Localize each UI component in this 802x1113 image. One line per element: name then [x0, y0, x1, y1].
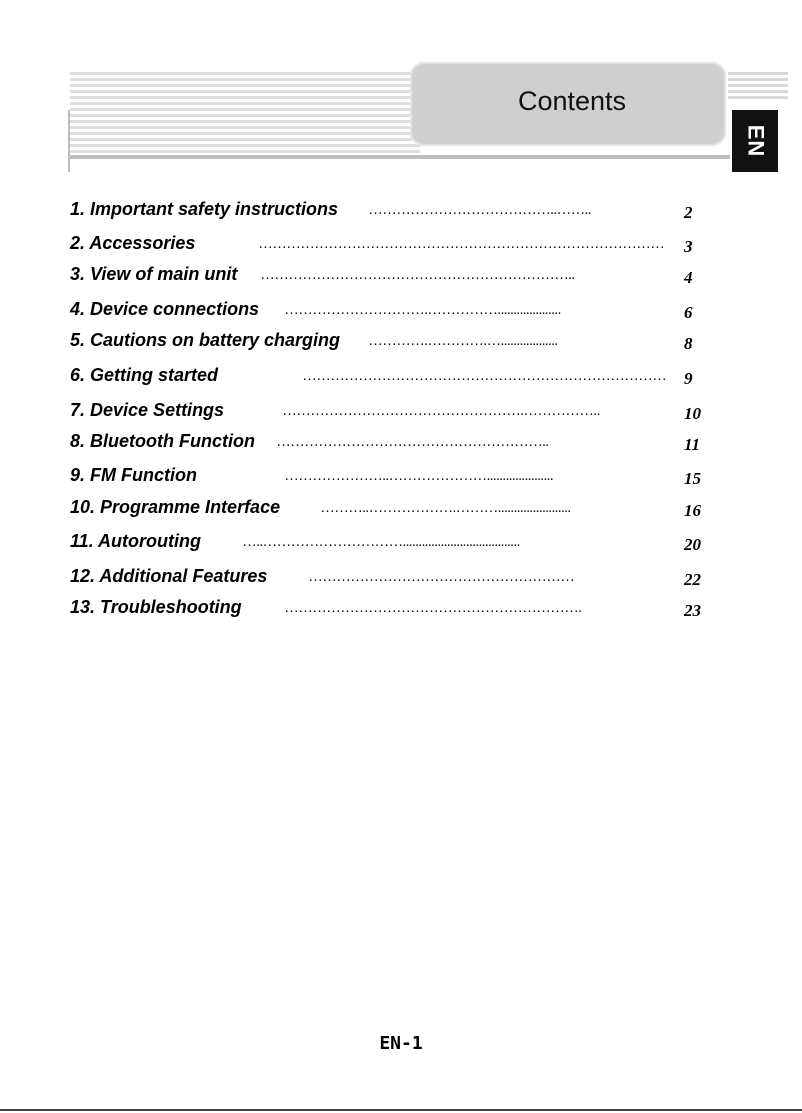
language-tab-label: EN — [743, 124, 768, 158]
toc-entry-page: 16 — [684, 501, 701, 520]
toc-entry-page: 4 — [684, 268, 693, 287]
toc-dot-leader: ………………………….…………….................... — [284, 301, 561, 318]
side-stripe-decoration — [728, 72, 788, 102]
toc-entry-page: 10 — [684, 404, 701, 423]
toc-dot-leader: …………………………………………………………………… — [302, 367, 666, 384]
toc-entry-label: 4. Device connections — [70, 299, 260, 319]
toc-dot-leader: …………………..…………………..................... — [284, 467, 553, 484]
toc-entry-label: 10. Programme Interface — [70, 497, 281, 517]
toc-dot-leader: ………………………………………………….. — [276, 433, 549, 450]
header-divider-horizontal — [70, 155, 730, 159]
toc-dot-leader: ………..……………….………....................... — [320, 499, 571, 516]
toc-entry-label: 2. Accessories — [70, 233, 196, 253]
toc-dot-leader: ………………………………………………………. — [284, 599, 582, 616]
toc-entry-page: 23 — [684, 601, 701, 620]
toc-entry-label: 6. Getting started — [70, 365, 219, 385]
toc-entry-page: 8 — [684, 334, 693, 353]
toc-entry[interactable] — [70, 597, 710, 621]
toc-entry-page: 11 — [684, 435, 701, 454]
toc-entry[interactable] — [70, 431, 710, 455]
page-title: Contents — [517, 86, 627, 116]
toc-entry-label: 3. View of main unit — [70, 264, 238, 284]
toc-entry[interactable] — [70, 566, 710, 590]
toc-entry[interactable] — [70, 400, 710, 424]
toc-entry[interactable] — [70, 531, 710, 555]
toc-entry-label: 5. Cautions on battery charging — [70, 330, 341, 350]
toc-entry-page: 9 — [684, 369, 693, 388]
toc-dot-leader: ………….………….….................. — [368, 332, 558, 349]
toc-entry-label: 8. Bluetooth Function — [70, 431, 255, 451]
toc-entry[interactable] — [70, 465, 710, 489]
toc-entry[interactable] — [70, 233, 710, 257]
toc-dot-leader: …………………………………..…….. — [368, 201, 591, 218]
contents-header-tab — [410, 62, 726, 146]
toc-dot-leader: ………………………………………………………….. — [260, 266, 575, 283]
toc-entry-label: 13. Troubleshooting — [70, 597, 242, 617]
header-divider-vertical — [68, 110, 70, 172]
header-stripe-decoration — [70, 72, 420, 162]
toc-entry[interactable] — [70, 199, 710, 223]
toc-entry[interactable] — [70, 330, 710, 354]
toc-entry-page: 15 — [684, 469, 701, 488]
toc-entry-page: 20 — [684, 535, 701, 554]
toc-dot-leader: …………………………………………………………………………… — [258, 235, 664, 252]
toc-entry[interactable] — [70, 497, 710, 521]
toc-entry-label: 1. Important safety instructions — [70, 199, 339, 219]
toc-entry[interactable] — [70, 299, 710, 323]
toc-entry[interactable] — [70, 365, 710, 389]
toc-entry-page: 2 — [684, 203, 693, 222]
toc-entry[interactable] — [70, 264, 710, 288]
toc-entry-label: 9. FM Function — [70, 465, 197, 485]
toc-entry-label: 11. Autorouting — [70, 531, 201, 551]
toc-entry-page: 6 — [684, 303, 693, 322]
toc-dot-leader: …………………………………………….…………….. — [282, 402, 600, 419]
toc-entry-label: 12. Additional Features — [70, 566, 268, 586]
toc-entry-label: 7. Device Settings — [70, 400, 225, 420]
page-number-footer: EN-1 — [379, 1033, 423, 1054]
bottom-rule — [0, 1109, 802, 1111]
language-tab — [732, 110, 778, 172]
toc-entry-page: 3 — [684, 237, 693, 256]
toc-entry-page: 22 — [684, 570, 701, 589]
toc-dot-leader: ………………………………………………… — [308, 568, 574, 585]
toc-dot-leader: …..…………………………..................................... — [242, 533, 520, 550]
